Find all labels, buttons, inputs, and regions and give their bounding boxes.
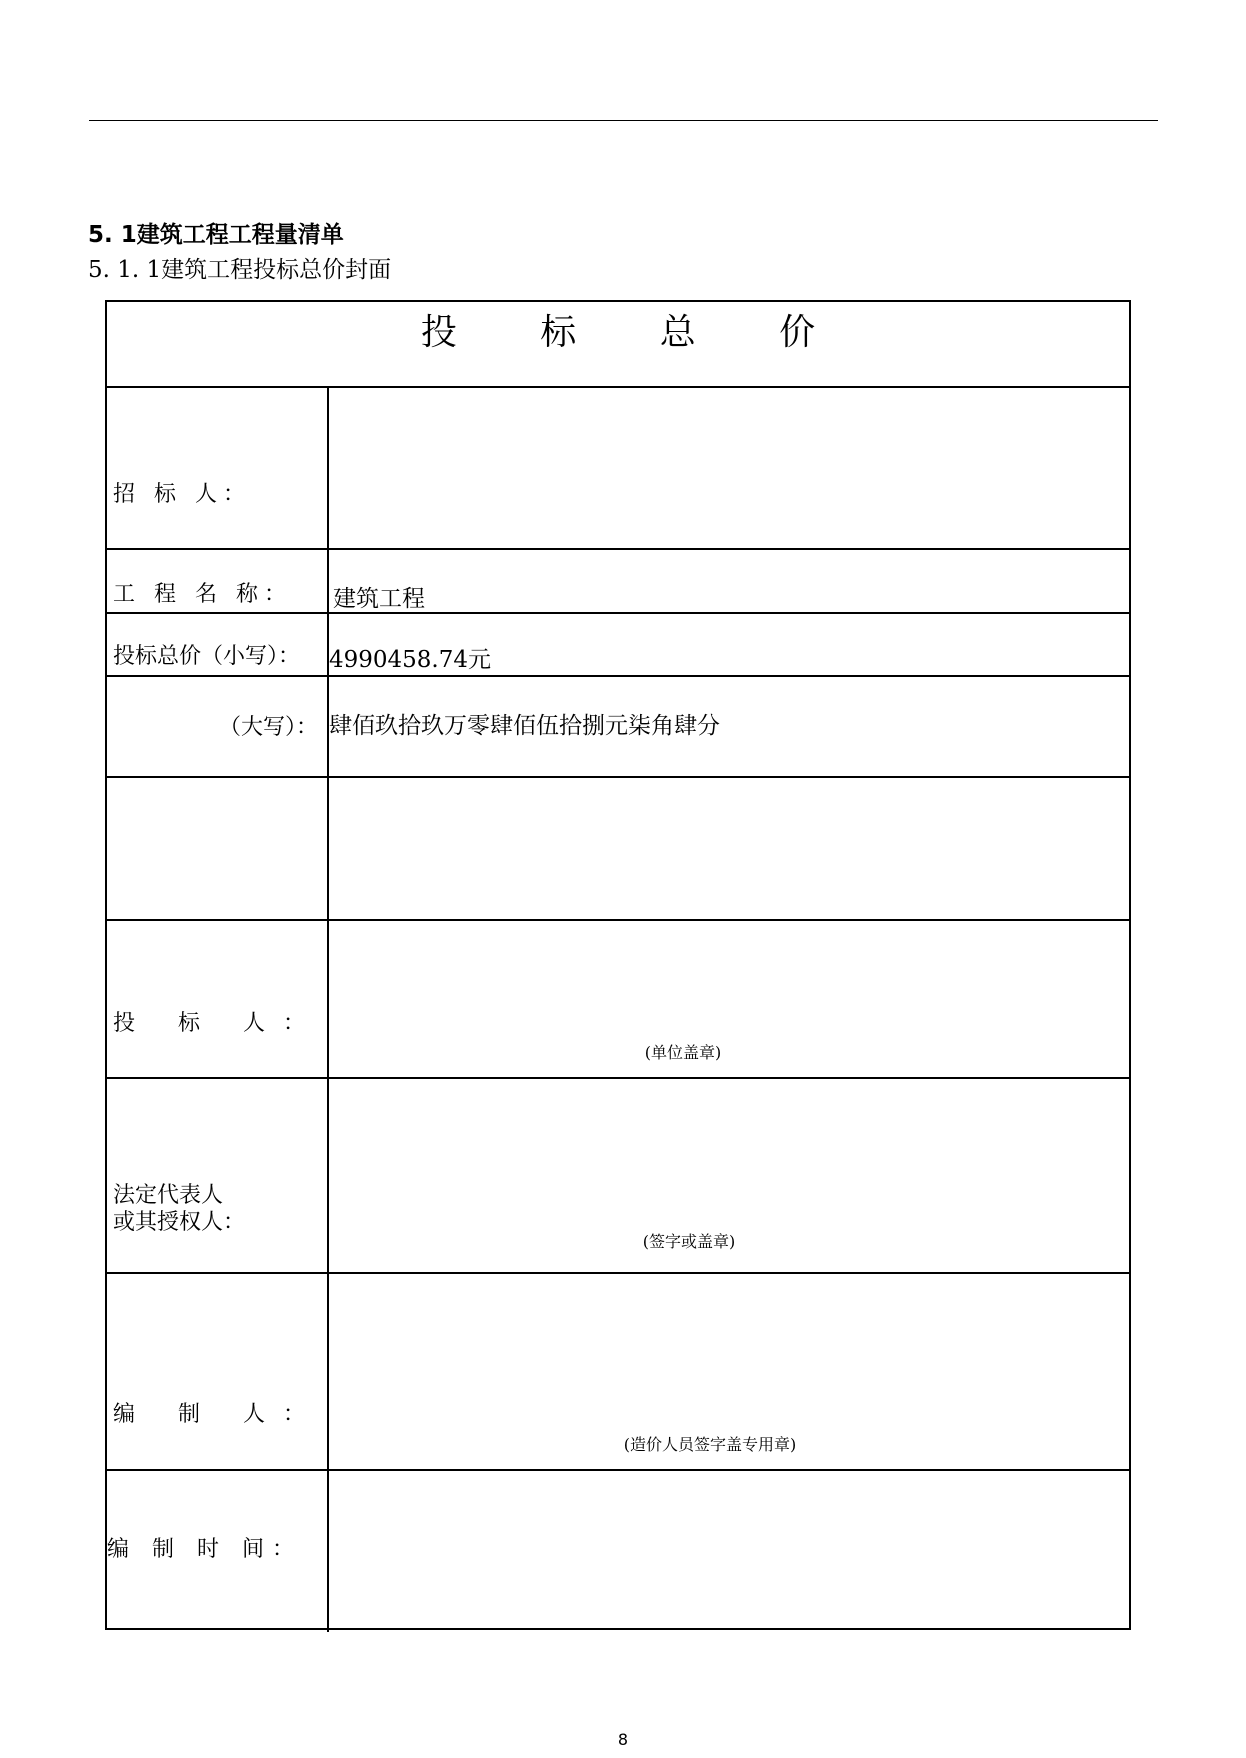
- compiler-value-cell: [329, 1274, 1129, 1469]
- bid-cover-table: [105, 300, 1131, 1630]
- title-row: [107, 302, 1129, 388]
- total-price-small-value: 4990458.74元: [329, 647, 492, 673]
- tenderer-label: 招 标 人：: [113, 482, 251, 507]
- bidder-label-cell: [107, 921, 329, 1077]
- compile-time-label: 编 制 时 间：: [107, 1537, 302, 1562]
- blank-row: [107, 778, 1129, 921]
- blank-value-cell: [329, 778, 1129, 919]
- total-price-small-row: [107, 614, 1129, 677]
- tenderer-row: [107, 388, 1129, 550]
- legal-rep-row: [107, 1079, 1129, 1274]
- bidder-row: [107, 921, 1129, 1079]
- total-price-large-value: 肆佰玖拾玖万零肆佰伍拾捌元柒角肆分: [329, 713, 720, 739]
- section-heading: 5. 1建筑工程工程量清单: [88, 222, 344, 248]
- legal-rep-label-line1: 法定代表人: [113, 1183, 224, 1208]
- compiler-label-cell: [107, 1274, 329, 1469]
- total-price-large-label: （大写）：: [219, 715, 319, 740]
- total-price-small-label: 投标总价（小写）：: [113, 644, 301, 669]
- page-number: 8: [617, 1730, 629, 1749]
- compiler-note: (造价人员签字盖专用章): [623, 1435, 797, 1454]
- project-name-value-cell: [329, 550, 1129, 612]
- project-name-label: 工 程 名 称：: [113, 582, 292, 607]
- compiler-label: 编 制 人：: [113, 1402, 323, 1427]
- tenderer-label-cell: [107, 388, 329, 548]
- table-title: 投 标 总 价: [420, 312, 852, 353]
- project-name-value: 建筑工程: [333, 586, 425, 612]
- compile-time-label-cell: [107, 1471, 329, 1632]
- legal-rep-label-line2: 或其授权人：: [113, 1210, 246, 1235]
- bidder-value-cell: [329, 921, 1129, 1077]
- tenderer-value-cell: [329, 388, 1129, 548]
- bidder-label: 投 标 人：: [113, 1011, 323, 1036]
- legal-rep-note: (签字或盖章): [642, 1232, 736, 1251]
- project-name-row: [107, 550, 1129, 614]
- project-name-label-cell: [107, 550, 329, 612]
- legal-rep-label-cell: [107, 1079, 329, 1272]
- sub-heading: 5. 1. 1建筑工程投标总价封面: [88, 257, 392, 283]
- total-price-large-row: [107, 677, 1129, 778]
- total-price-small-label-cell: [107, 614, 329, 675]
- compile-time-row: [107, 1471, 1129, 1632]
- compile-time-value-cell: [329, 1471, 1129, 1632]
- legal-rep-value-cell: [329, 1079, 1129, 1272]
- total-price-large-value-cell: [329, 677, 1129, 776]
- total-price-small-value-cell: [329, 614, 1129, 675]
- blank-label-cell: [107, 778, 329, 919]
- compiler-row: [107, 1274, 1129, 1471]
- header-rule: [89, 120, 1158, 121]
- bidder-note: (单位盖章): [644, 1043, 722, 1062]
- total-price-large-label-cell: [107, 677, 329, 776]
